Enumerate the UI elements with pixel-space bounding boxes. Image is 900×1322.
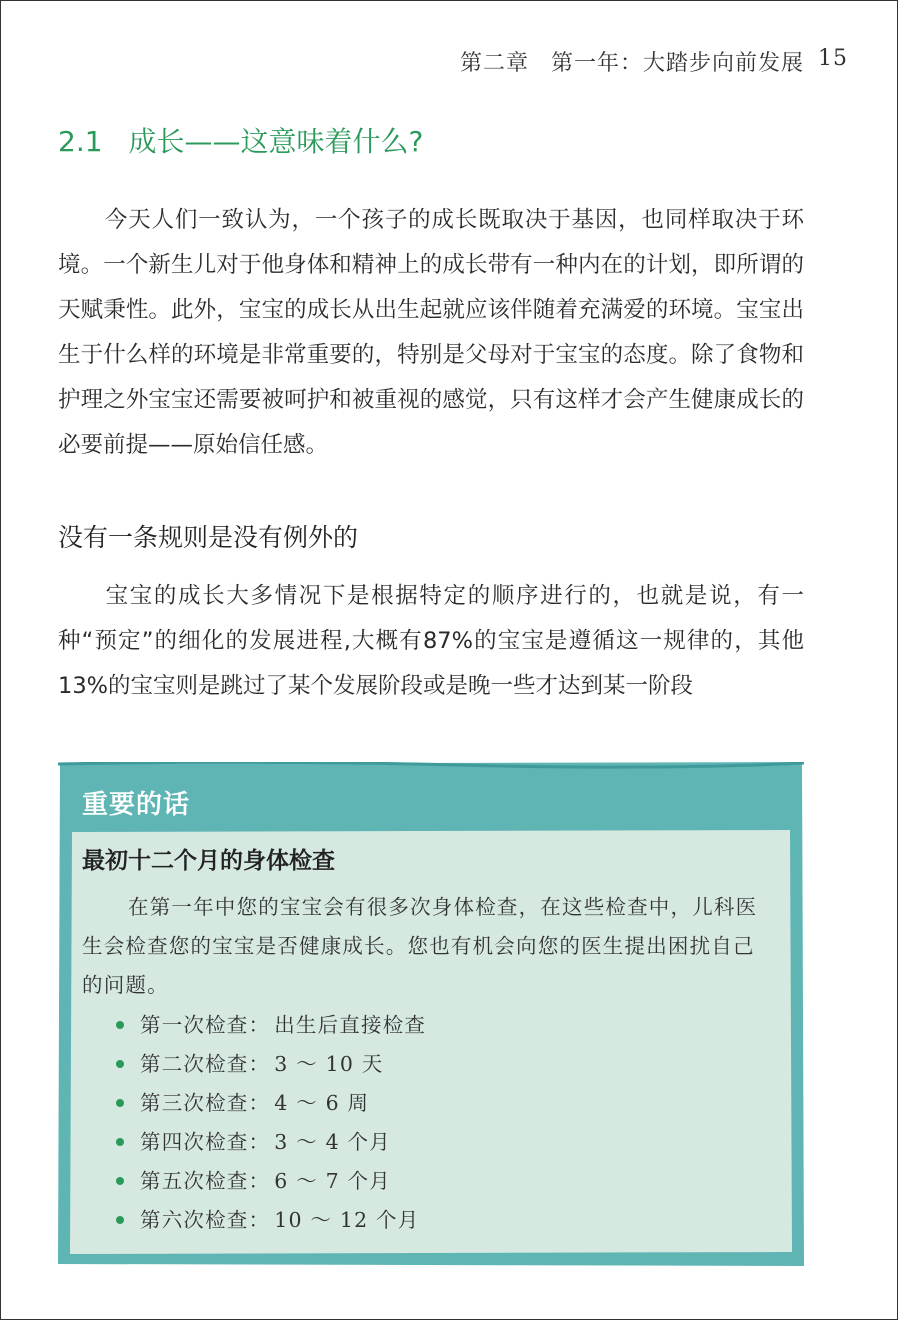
section-title bbox=[58, 120, 423, 160]
section-number: 2.1 bbox=[58, 125, 103, 158]
info-box-text-body: 在第一年中您的宝宝会有很多次身体检查，在这些检查中，儿科医生会检查您的宝宝是否健康成长。您也有机会向您的医生提出困扰自己的问题。 bbox=[82, 895, 758, 997]
list-item: 第一次检查： 出生后直接检查 bbox=[140, 1006, 426, 1045]
paragraph-2-text: 宝宝的成长大多情况下是根据特定的顺序进行的，也就是说，有一种“预定”的细化的发展进程,大概有87%的宝宝是遵循这一规律的，其他13%的宝宝则是跳过了某个发展阶段或是晚一些才达到某一阶段 bbox=[58, 583, 804, 699]
list-item: 第五次检查： 6 ～ 7 个月 bbox=[140, 1162, 426, 1201]
info-box-title: 重要的话 bbox=[82, 790, 191, 820]
subheading: 没有一条规则是没有例外的 bbox=[58, 523, 359, 552]
bullet-icon bbox=[116, 1099, 124, 1107]
chapter-title: 第一年：大踏步向前发展 bbox=[550, 51, 804, 76]
paragraph-1 bbox=[58, 198, 804, 468]
bullet-icon bbox=[116, 1216, 124, 1224]
info-box-text bbox=[82, 888, 776, 1005]
list-item: 第二次检查： 3 ～ 10 天 bbox=[140, 1045, 426, 1084]
list-item: 第三次检查： 4 ～ 6 周 bbox=[140, 1084, 426, 1123]
bullet-icon bbox=[116, 1060, 124, 1068]
paragraph-1-text: 今天人们一致认为，一个孩子的成长既取决于基因，也同样取决于环境。一个新生儿对于他身体和精神上的成长带有一种内在的计划，即所谓的天赋秉性。此外，宝宝的成长从出生起就应该伴随着充满爱的环境。宝宝出生于什么样的环境是非常重要的，特别是父母对于宝宝的态度。除了食物和护理之外宝宝还需要被呵护和被重视的感觉，只有这样才会产生健康成长的必要前提——原始信任感。 bbox=[58, 207, 804, 458]
running-header bbox=[459, 46, 848, 77]
list-item: 第四次检查： 3 ～ 4 个月 bbox=[140, 1123, 426, 1162]
section-title-text: 成长——这意味着什么? bbox=[128, 125, 424, 158]
bullet-icon bbox=[116, 1177, 124, 1185]
bullet-icon bbox=[116, 1138, 124, 1146]
info-box bbox=[58, 762, 804, 1266]
bullet-icon bbox=[116, 1021, 124, 1029]
list-item: 第六次检查： 10 ～ 12 个月 bbox=[140, 1201, 426, 1240]
info-box-subtitle: 最初十二个月的身体检查 bbox=[82, 847, 335, 874]
page-number: 15 bbox=[818, 46, 848, 71]
paragraph-2 bbox=[58, 574, 804, 709]
checkup-list bbox=[140, 1006, 426, 1240]
chapter-label: 第二章 bbox=[459, 51, 529, 76]
